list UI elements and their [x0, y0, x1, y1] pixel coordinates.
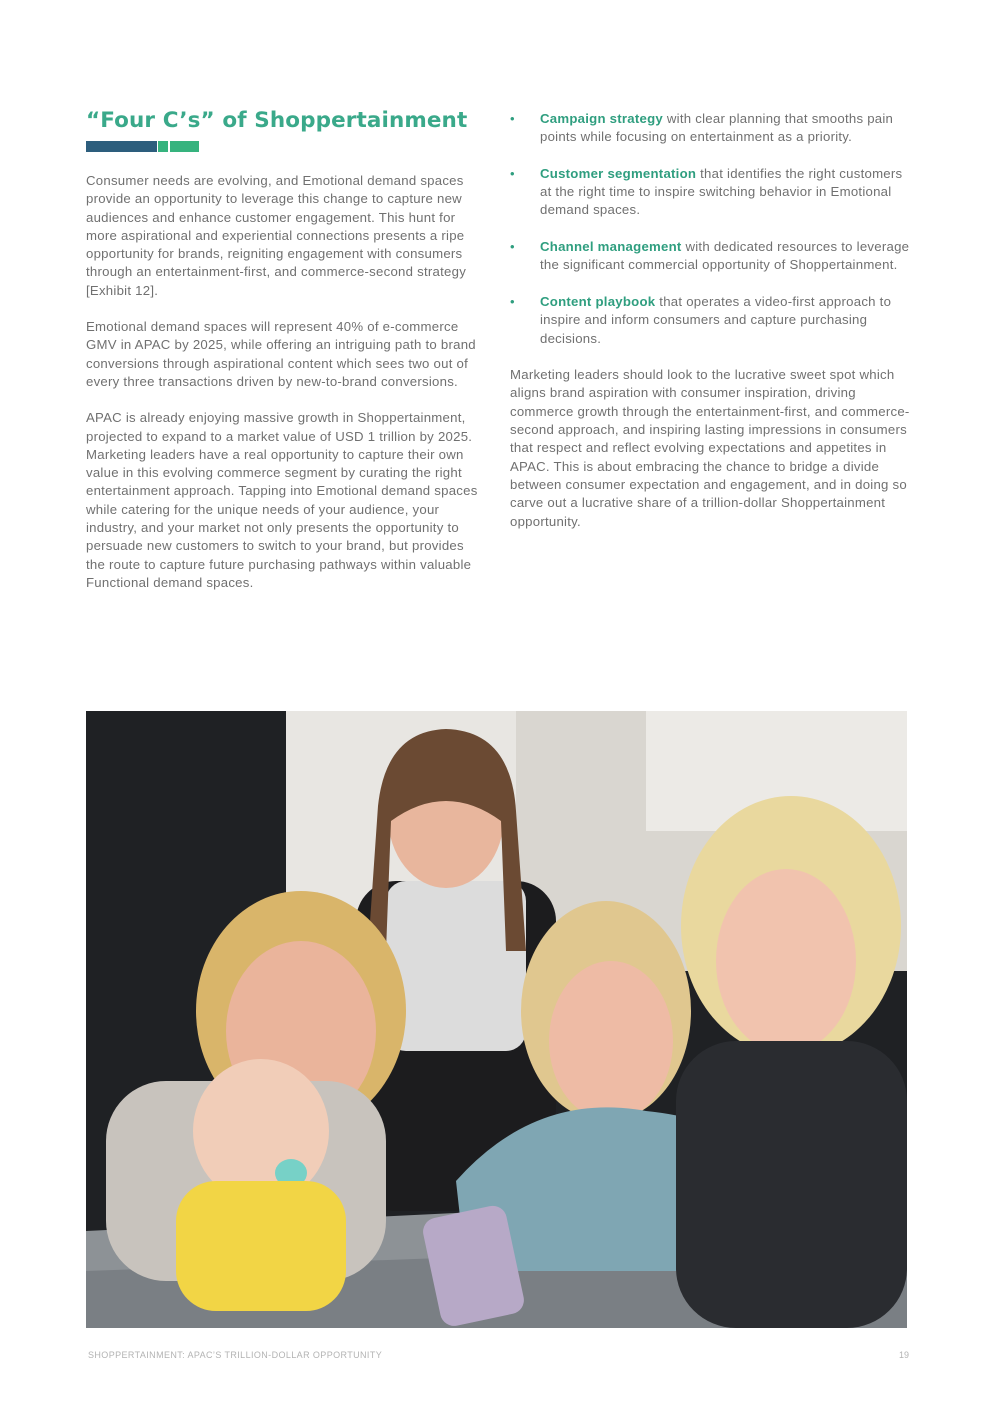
title-underline-navy	[86, 141, 157, 152]
title-underline-green-short	[158, 141, 168, 152]
bullet-term: Channel management	[540, 239, 682, 255]
closing-paragraph: Marketing leaders should look to the lucrative sweet spot which aligns brand aspiration with consumer inspiration, driving commerce growth through the entertainment-first, and commerce-second approach, and inspiring lasting impressions in consumers that respect and reflect evolving expectations and appetites in APAC. This is about embracing the chance to bridge a divide between consumer expectation and engagement, and in doing so carve out a lucrative share of a trillion-dollar Shoppertainment opportunity.	[510, 367, 910, 529]
list-item	[510, 293, 910, 348]
right-column	[510, 110, 910, 549]
bullet-text: with dedicated resources to leverage the significant commercial opportunity of Shoppertainment.	[540, 239, 910, 273]
list-item	[510, 165, 910, 220]
body-paragraph-3: APAC is already enjoying massive growth in Shoppertainment, projected to expand to a market value of USD 1 trillion by 2025. Marketing leaders have a real opportunity to capture their own value in this evolving commerce segment by curating the right entertainment approach. Tapping into Emotional demand spaces while catering for the unique needs of your audience, your industry, and your market not only presents the opportunity to persuade new customers to switch to your brand, but provides the route to capture future purchasing pathways within valuable Functional demand spaces.	[86, 410, 478, 590]
bullet-icon: •	[510, 239, 515, 255]
bullet-icon: •	[510, 293, 515, 309]
left-column	[86, 172, 486, 610]
bullet-text: that operates a video-first approach to inspire and inform consumers and capture purchasing decisions.	[540, 293, 892, 346]
body-paragraph-1: Consumer needs are evolving, and Emotional demand spaces provide an opportunity to leverage this change to capture new audiences and enhance customer engagement. This hunt for more aspirational and experiential connections presents a ripe opportunity for brands, reigniting engagement with consumers through an entertainment-first, and commerce-second strategy [Exhibit 12].	[86, 173, 467, 298]
photo-illustration	[86, 711, 907, 1328]
bullet-text: with clear planning that smooths pain points while focusing on entertainment as a priority.	[540, 111, 894, 145]
bullet-icon: •	[510, 111, 515, 126]
four-cs-list	[510, 110, 910, 348]
list-item	[510, 110, 910, 147]
page-number: 19	[898, 1350, 909, 1360]
bullet-icon: •	[510, 165, 515, 181]
body-paragraph-2: Emotional demand spaces will represent 40% of e-commerce GMV in APAC by 2025, while offering an intriguing path to brand conversions through aspirational content which sees two out of every three transactions driven by new-to-brand conversions.	[86, 319, 476, 389]
footer-title: SHOPPERTAINMENT: APAC’S TRILLION-DOLLAR OPPORTUNITY	[88, 1350, 383, 1360]
hero-photo	[86, 711, 907, 1328]
list-item	[510, 238, 910, 275]
title-underline-green-long	[170, 141, 199, 152]
page-title: “Four C’s” of Shoppertainment	[86, 108, 468, 133]
bullet-term: Campaign strategy	[540, 111, 663, 126]
bullet-term: Customer segmentation	[540, 165, 697, 181]
bullet-term: Content playbook	[540, 293, 656, 309]
bullet-text: that identifies the right customers at the right time to inspire switching behavior in Emotional demand spaces.	[540, 165, 903, 218]
